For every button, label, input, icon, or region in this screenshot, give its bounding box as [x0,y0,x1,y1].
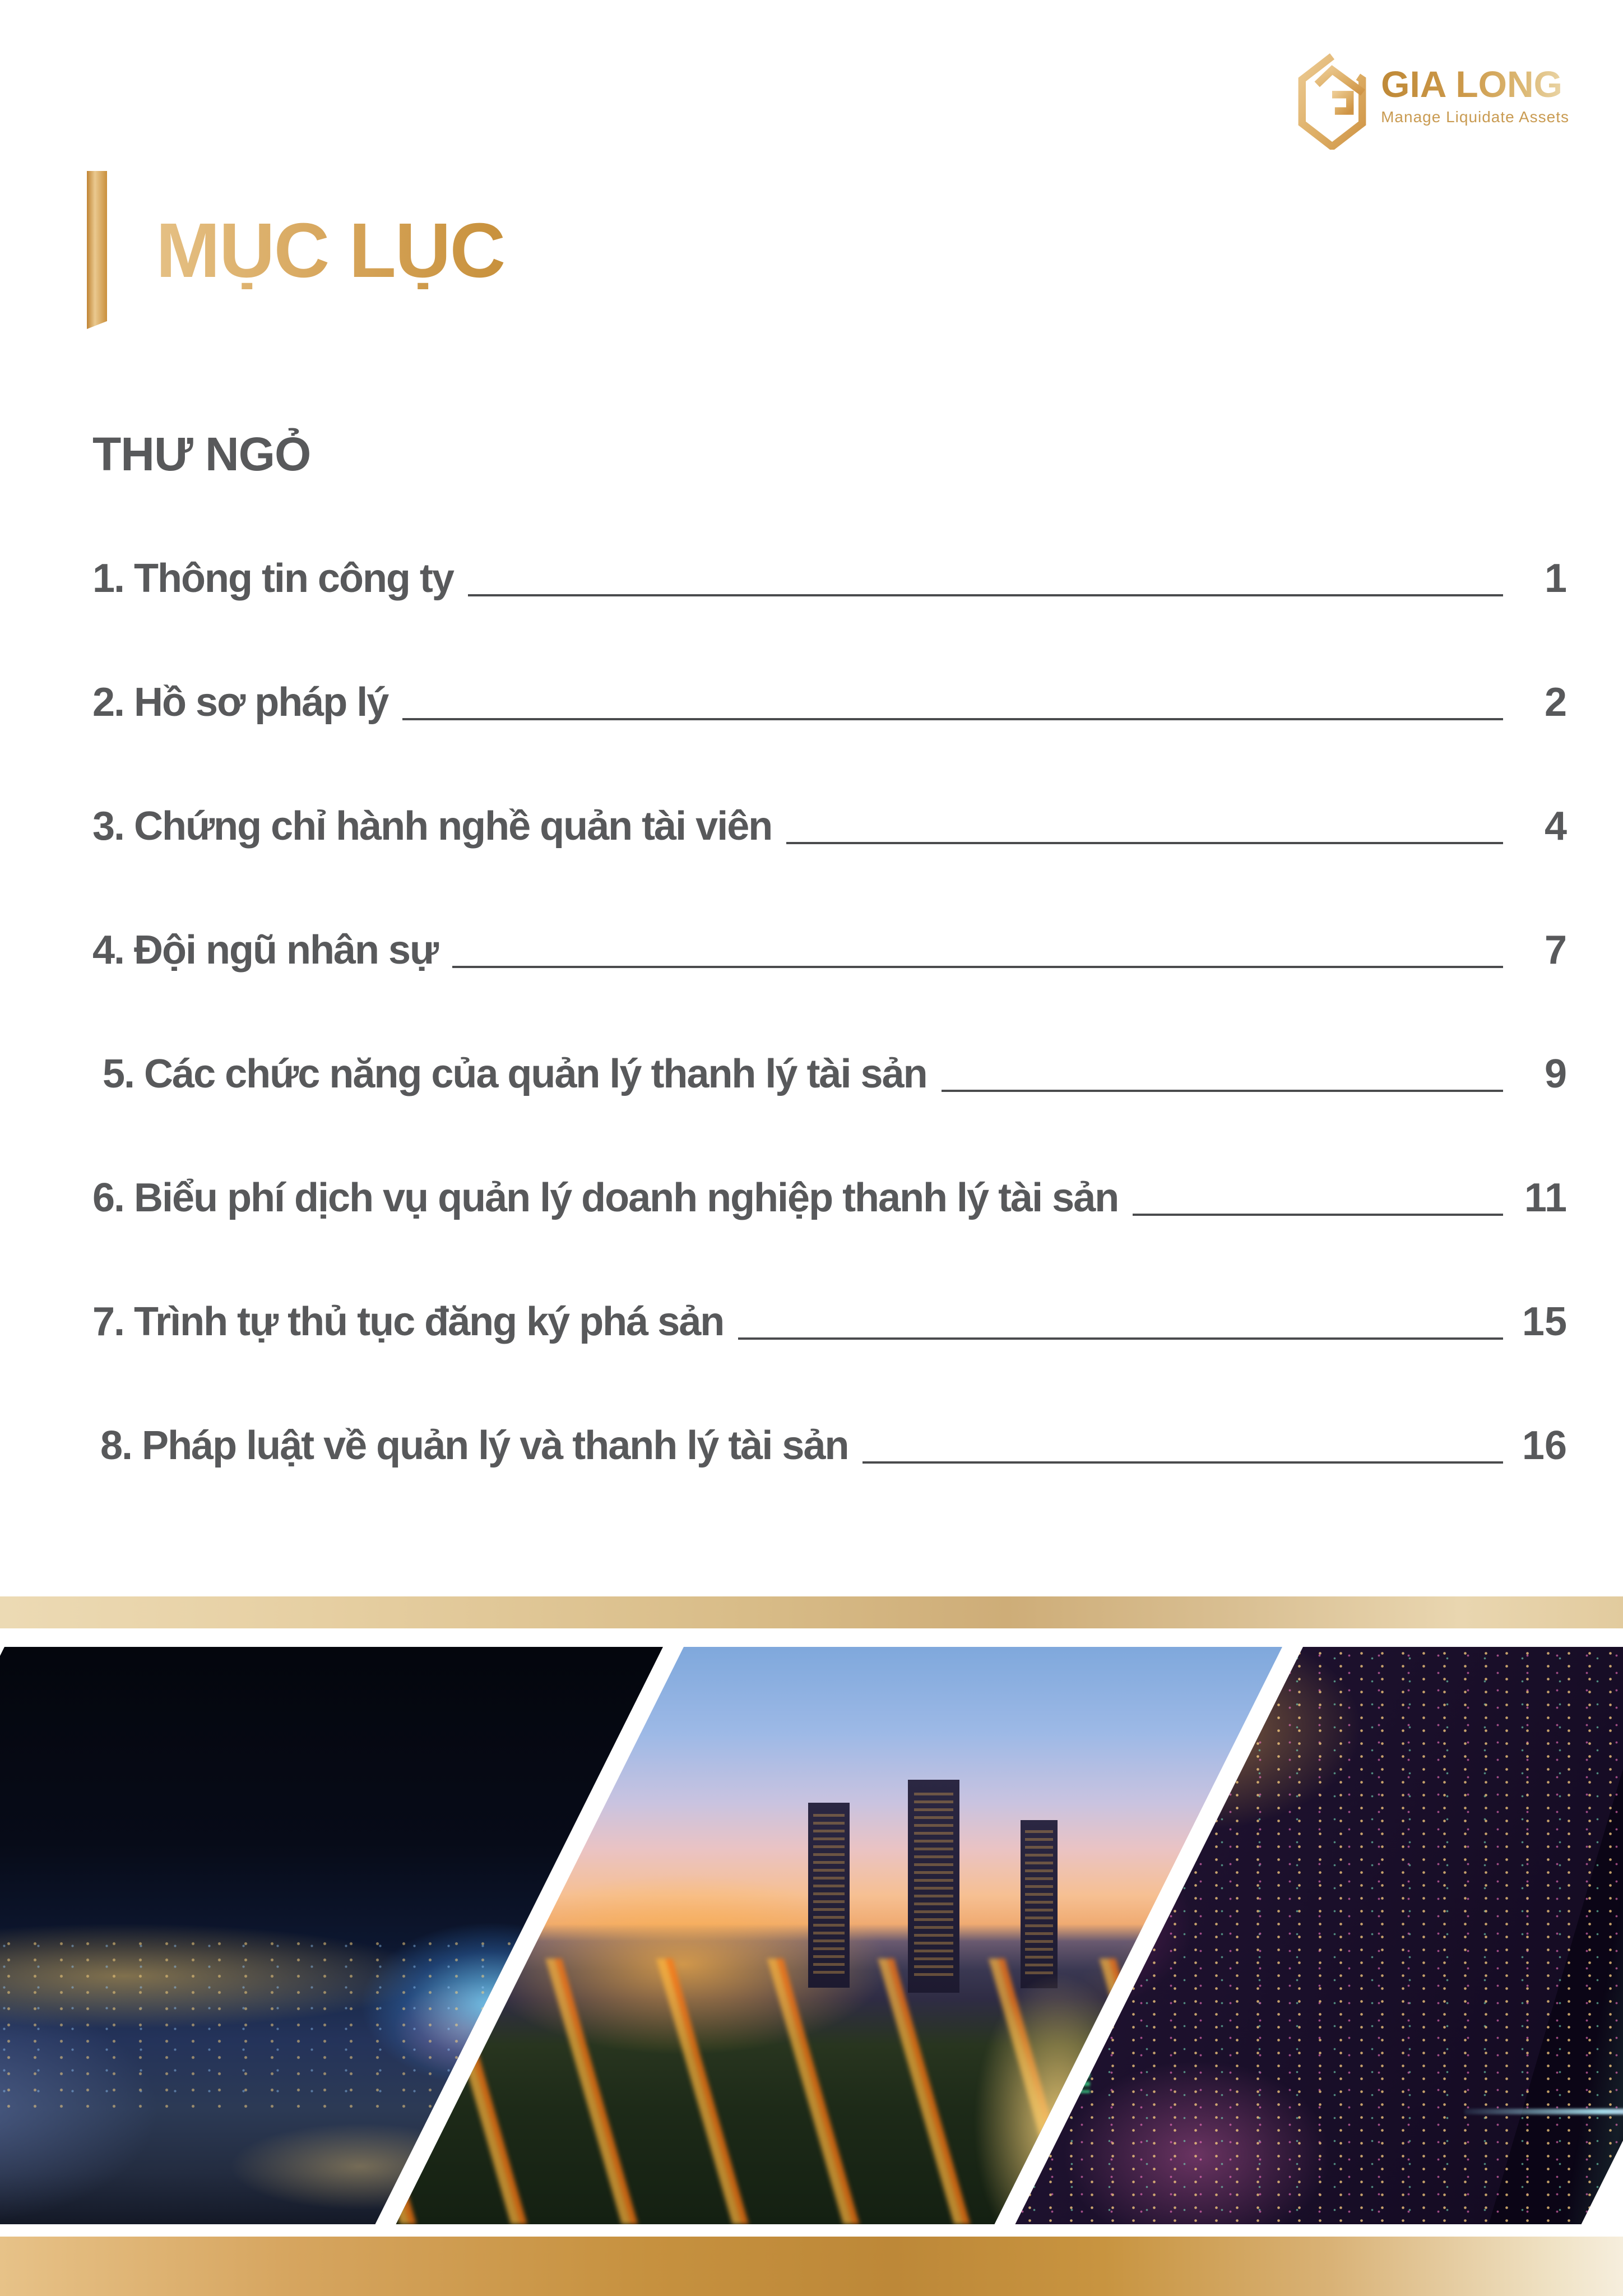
gialong-hexagon-logo-icon [1298,53,1366,150]
toc-entry [92,1288,1567,1355]
toc-entry [92,793,1567,860]
gialong-logo [1298,53,1569,150]
brand-name: GIA LONG [1381,66,1569,103]
toc-entry-label: 2. Hồ sơ pháp lý [92,680,388,725]
brand-tagline: Manage Liquidate Assets [1381,108,1569,126]
leader-line [468,594,1503,596]
leader-line [786,842,1503,844]
toc-entry-page: 2 [1544,680,1567,725]
intro-heading: THƯ NGỎ [92,428,311,480]
toc-entry [92,545,1567,612]
toc-entry-page: 4 [1544,804,1567,849]
gold-band-top [0,1596,1623,1628]
leader-line [452,966,1503,968]
toc-entry-page: 9 [1544,1052,1567,1096]
leader-line [1133,1214,1503,1216]
page-title: MỤC LỤC [156,207,505,294]
toc-entry-label: 7. Trình tự thủ tục đăng ký phá sản [92,1299,724,1344]
toc-entry [92,1040,1567,1108]
toc-entry-label: 6. Biểu phí dịch vụ quản lý doanh nghiệp thanh lý tài sản [92,1175,1119,1220]
toc-entry-page: 1 [1544,556,1567,601]
toc-entry [92,669,1567,736]
gold-band-footer [0,2237,1623,2296]
toc-entry-page: 16 [1522,1423,1567,1468]
toc-entry [92,1412,1567,1479]
toc-entry [92,1164,1567,1232]
toc-entry-label: 1. Thông tin công ty [92,556,453,601]
title-accent-bar [87,171,107,329]
toc-entry-label: 8. Pháp luật về quản lý và thanh lý tài sản [100,1423,848,1468]
toc-entry-page: 11 [1524,1175,1567,1220]
toc-entry-page: 7 [1544,928,1567,973]
leader-line [402,718,1503,720]
toc-entry-page: 15 [1522,1299,1567,1344]
bridge-lights [1464,2109,1623,2114]
leader-line [942,1090,1503,1092]
logo-text [1381,53,1569,126]
toc-entry-label: 4. Đội ngũ nhân sự [92,928,438,973]
toc-entry-label: 5. Các chức năng của quản lý thanh lý tài sản [103,1052,927,1096]
leader-line [862,1461,1503,1464]
toc-entry-label: 3. Chứng chỉ hành nghề quản tài viên [92,804,772,849]
leader-line [738,1337,1503,1340]
toc-entry [92,916,1567,984]
